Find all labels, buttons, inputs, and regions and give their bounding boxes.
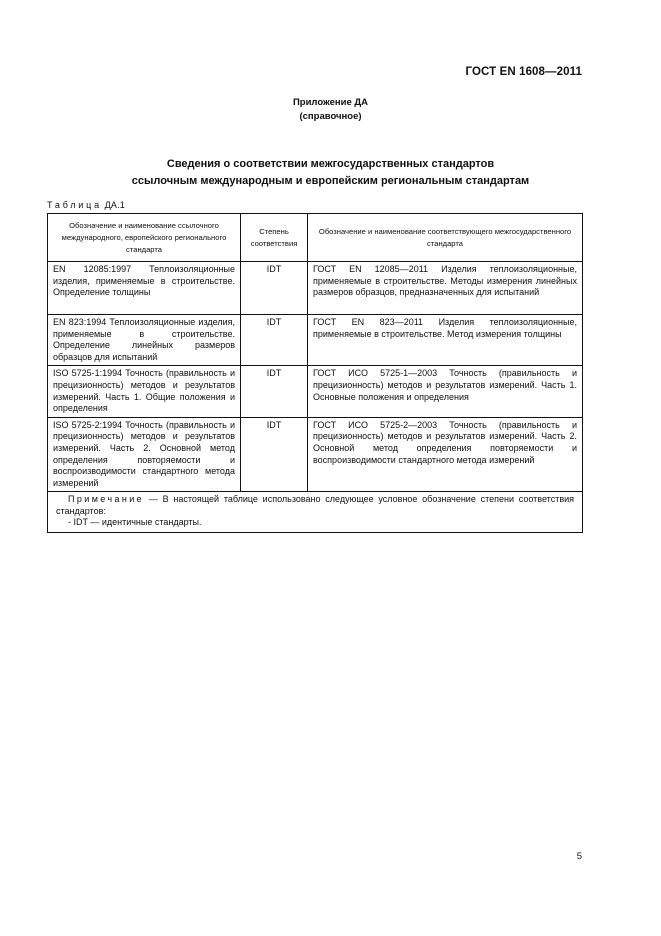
title-line-2: ссылочным международным и европейским региональным стандартам [131,175,530,187]
table-label [47,200,125,210]
cell-interstate: ГОСТ EN 12085—2011 Изделия теплоизоляционные, применяемые в строительстве. Методы измерения линейных размеров образцов, предназначенных для испытаний [308,262,583,315]
title-line-1: Сведения о соответствии межгосударственных стандартов [166,158,495,170]
cell-interstate: ГОСТ EN 823—2011 Изделия теплоизоляционные, применяемые в строительстве. Метод измерения толщины [308,315,583,366]
header-reference-standard: Обозначение и наименование ссылочного международного, европейского регионального стандарта [48,214,241,262]
cell-degree: IDT [241,315,308,366]
cell-reference: EN 12085:1997 Теплоизоляционные изделия, применяемые в строительстве. Определение толщины [48,262,241,315]
annex-subtitle: (справочное) [299,111,362,122]
annex-heading [0,96,661,124]
table-label-number: ДА.1 [104,200,125,210]
cell-reference: ISO 5725-2:1994 Точность (правильность и прецизионность) методов и результатов измерений. Часть 2. Основной метод определения повторяемости и воспроизводимости стандартного метода измерений [48,417,241,492]
cell-interstate: ГОСТ ИСО 5725-2—2003 Точность (правильность и прецизионность) методов и результатов измерений. Часть 2. Основной метод определения повторяемости и воспроизводимости стандартного метода измерений [308,417,583,492]
page-number: 5 [576,851,582,862]
table-row [48,417,583,492]
header-degree: Степень соответствия [241,214,308,262]
cell-degree: IDT [241,262,308,315]
annex-title: Приложение ДА [292,97,369,108]
table-header-row [48,214,583,262]
cell-degree: IDT [241,417,308,492]
table-label-prefix: Таблица [47,200,102,210]
table-row [48,262,583,315]
cell-reference: ISO 5725-1:1994 Точность (правильность и прецизионность) методов и результатов измерений. Часть 1. Общие положения и определения [48,366,241,417]
header-interstate-standard: Обозначение и наименование соответствующего межгосударственного стандарта [308,214,583,262]
note-item: - IDT — идентичные стандарты. [68,517,202,528]
table-note-row [48,492,583,533]
standard-code: ГОСТ EN 1608—2011 [465,66,582,78]
note-label: Примечание [68,494,145,505]
correspondence-table [47,213,583,533]
table-row [48,315,583,366]
cell-interstate: ГОСТ ИСО 5725-1—2003 Точность (правильность и прецизионность) методов и результатов измерений. Часть 1. Основные положения и определения [308,366,583,417]
note-body: — В настоящей таблице использовано следующее условное обозначение степени соответствия стандартов: [56,494,574,516]
cell-degree: IDT [241,366,308,417]
table-row [48,366,583,417]
document-title [0,156,661,190]
table-note [48,492,583,533]
cell-reference: EN 823:1994 Теплоизоляционные изделия, применяемые в строительстве. Определение линейных размеров образцов для испытаний [48,315,241,366]
note-text [56,494,574,517]
